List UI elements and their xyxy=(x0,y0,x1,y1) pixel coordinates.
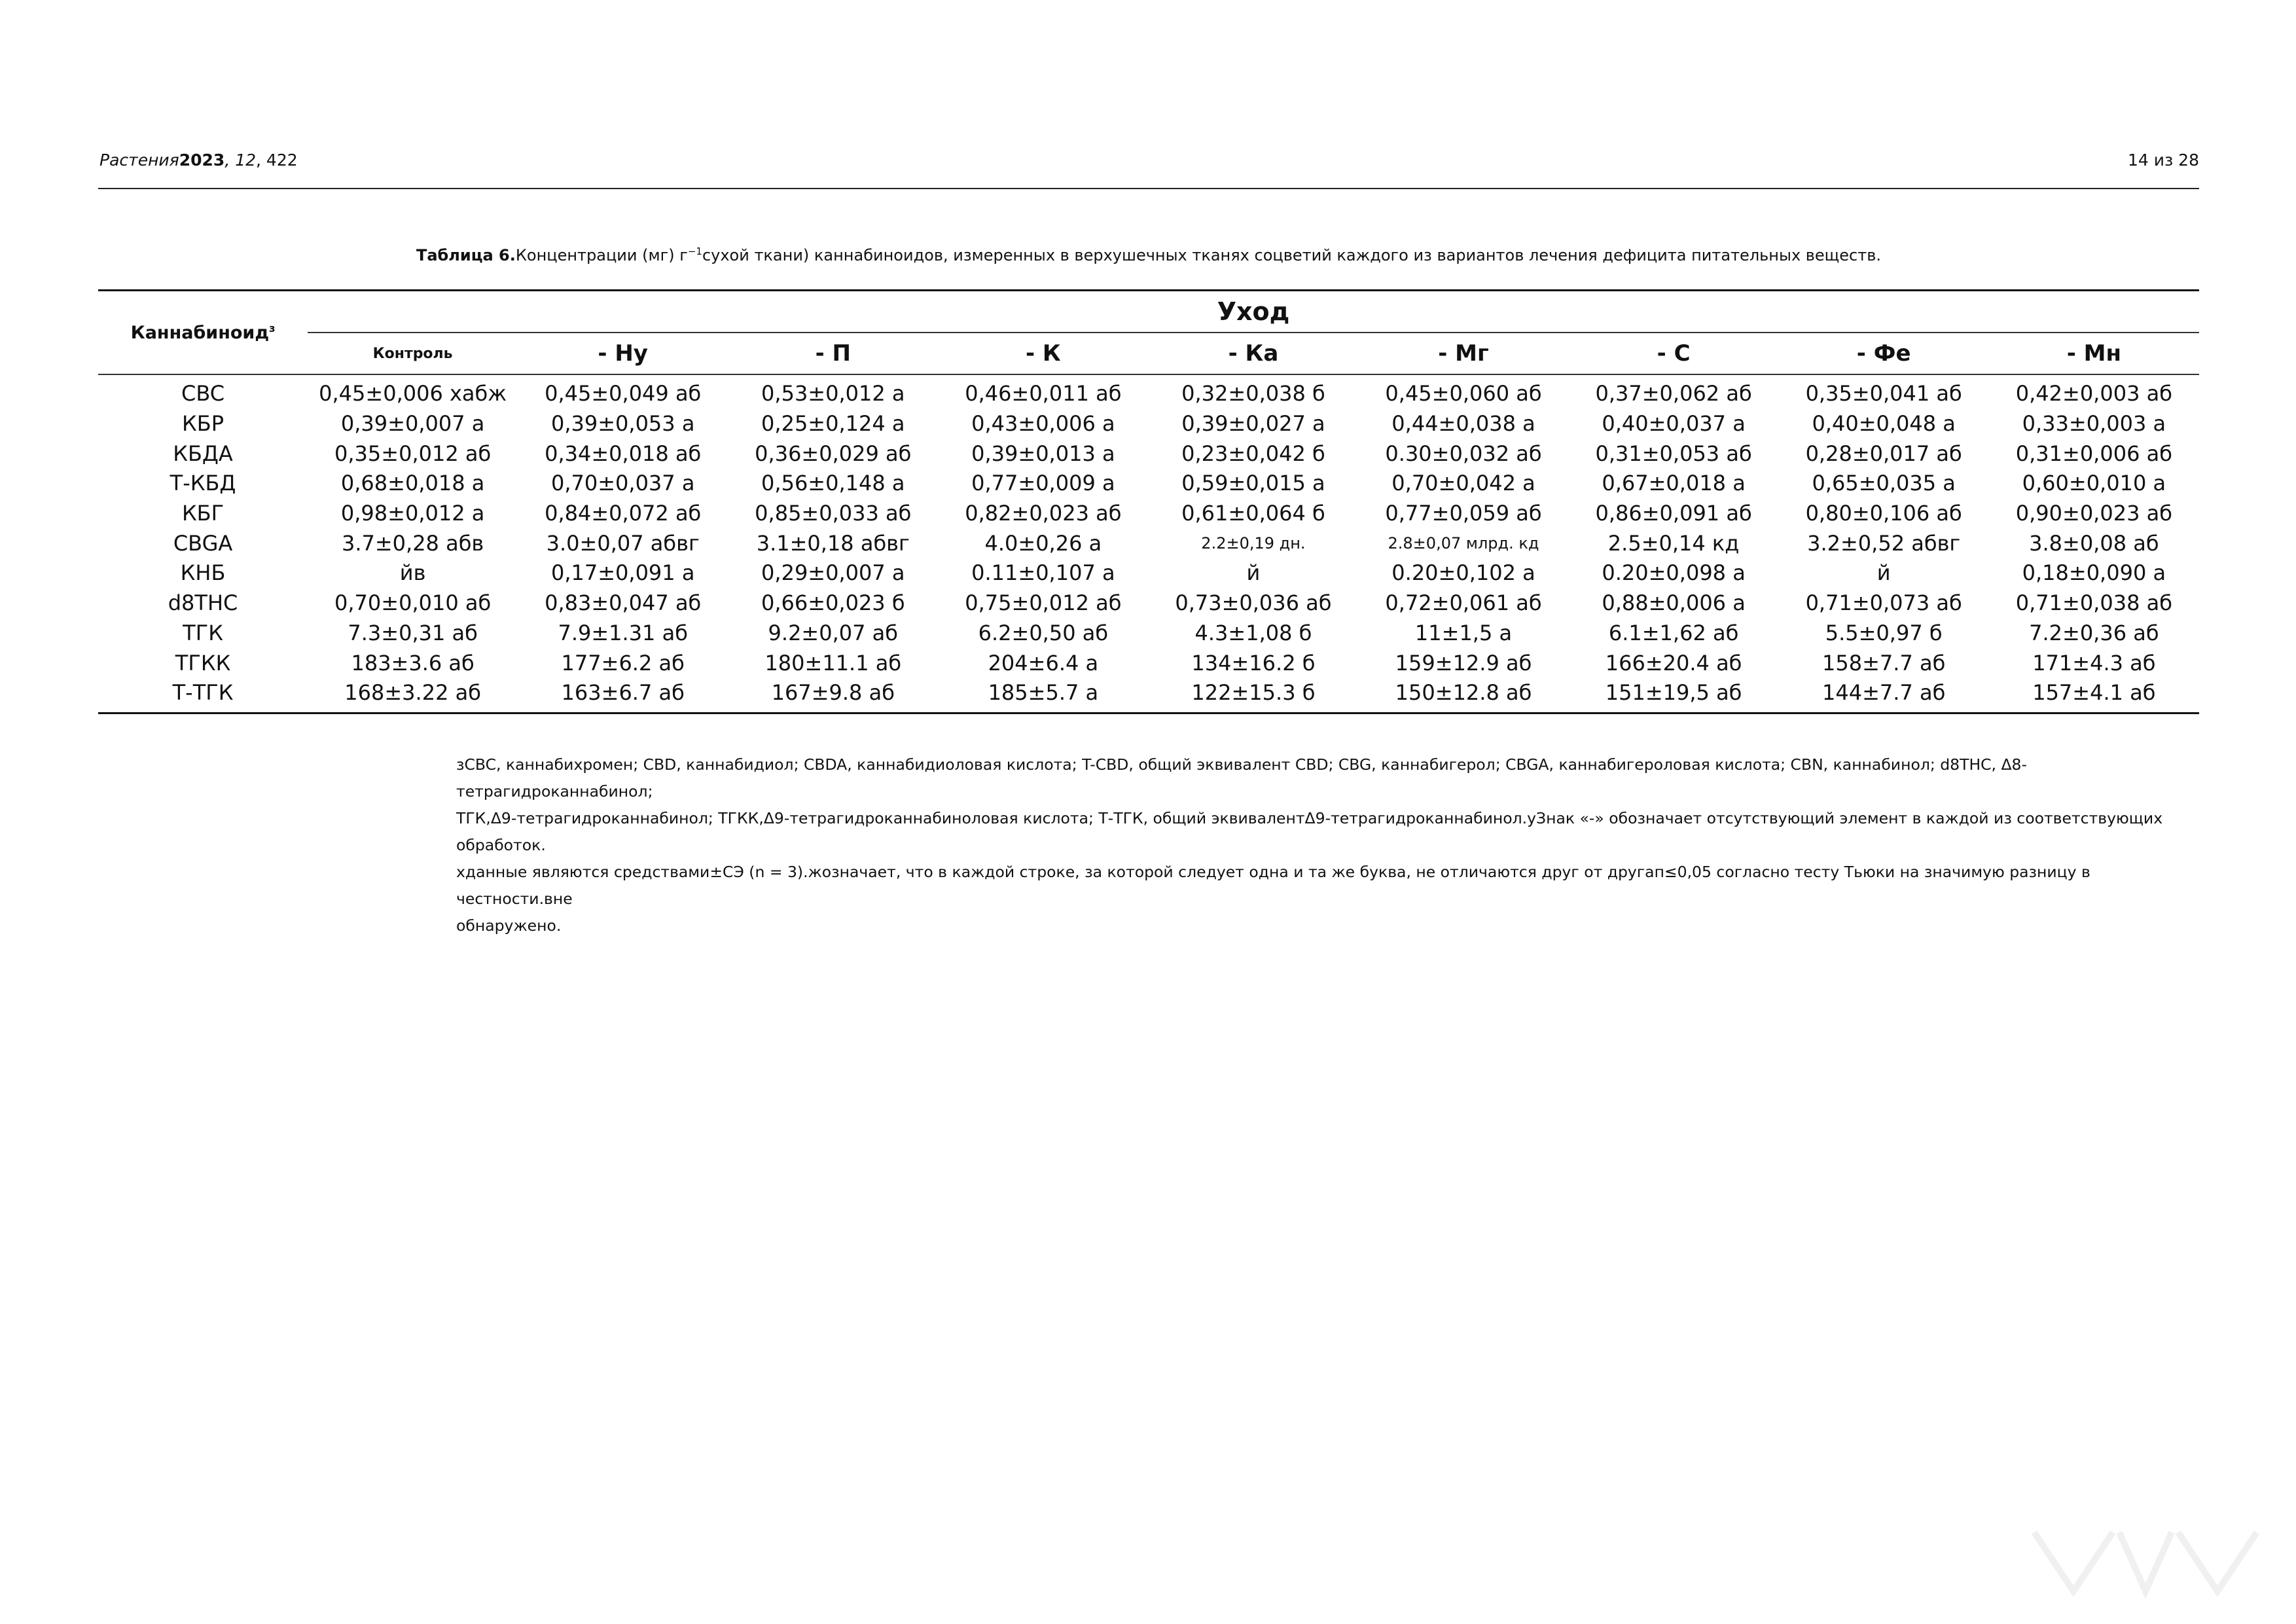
value-cell: 150±12.8 аб xyxy=(1358,678,1568,713)
value-cell: 3.8±0,08 аб xyxy=(2029,530,2159,556)
value-cell: 7.9±1.31 аб xyxy=(558,620,688,645)
value-cell: 0,36±0,029 аб xyxy=(755,441,912,466)
value-cell: 0,68±0,018 а xyxy=(340,471,485,496)
value-cell: 159±12.9 аб xyxy=(1395,650,1532,676)
value-cell: 0,84±0,072 аб xyxy=(545,501,702,526)
value-cell: й xyxy=(1876,560,1891,586)
value-cell: 0,31±0,006 аб xyxy=(2015,441,2172,466)
value-cell: 0,56±0,148 а xyxy=(761,471,905,496)
journal-name: Растения xyxy=(99,151,179,170)
value-cell: 9.2±0,07 аб xyxy=(768,620,898,645)
value-cell: 0.30±0,032 аб xyxy=(1385,441,1542,466)
treatment-group-header: Уход xyxy=(308,291,2199,333)
value-cell: 151±19,5 аб xyxy=(1569,678,1779,713)
value-cell: 0,45±0,049 аб xyxy=(545,381,702,406)
value-cell: 0,37±0,062 аб xyxy=(1595,381,1752,406)
table-row xyxy=(98,469,2199,499)
value-cell: 0,82±0,023 аб xyxy=(965,501,1122,526)
value-cell: 6.2±0,50 аб xyxy=(978,620,1109,645)
value-cell: йв xyxy=(399,560,426,586)
column-header-minus-fe: - Фе xyxy=(1779,333,1989,374)
value-cell: 144±7.7 аб xyxy=(1779,678,1989,713)
watermark-logo xyxy=(2021,1519,2270,1604)
table-caption-text-b: сухой ткани) каннабиноидов, измеренных в верхушечных тканях соцветий каждого из вариантов лечения дефицита питательных веществ. xyxy=(702,246,1882,264)
value-cell: 0,65±0,035 а xyxy=(1812,471,1956,496)
value-cell: 185±5.7 а xyxy=(938,678,1148,713)
column-header-minus-n: - Ну xyxy=(518,333,728,374)
value-cell: 7.2±0,36 аб xyxy=(2029,620,2159,645)
value-cell: 0,31±0,053 аб xyxy=(1595,441,1752,466)
page-number: 14 из 28 xyxy=(2127,151,2199,170)
value-cell: 158±7.7 аб xyxy=(1822,650,1946,676)
value-cell: 7.3±0,31 аб xyxy=(348,620,478,645)
value-cell: 0.11±0,107 а xyxy=(971,560,1115,586)
value-cell: 0,53±0,012 а xyxy=(761,381,905,406)
value-cell: 0,75±0,012 аб xyxy=(965,590,1122,616)
table-caption xyxy=(98,245,2199,265)
value-cell: 0,33±0,003 а xyxy=(2022,411,2166,437)
value-cell: й xyxy=(1246,560,1261,586)
value-cell: 4.0±0,26 а xyxy=(984,530,1102,556)
value-cell: 166±20.4 аб xyxy=(1605,650,1742,676)
value-cell: 183±3.6 аб xyxy=(351,650,475,676)
value-cell: 0,60±0,010 а xyxy=(2022,471,2166,496)
article-number: , 422 xyxy=(256,151,298,170)
value-cell: 11±1,5 а xyxy=(1414,620,1513,645)
value-cell: 0,85±0,033 аб xyxy=(755,501,912,526)
value-cell: 0,39±0,007 а xyxy=(340,411,485,437)
value-cell: 0,44±0,038 а xyxy=(1391,411,1535,437)
table-row xyxy=(98,588,2199,619)
cannabinoid-name-cell: ТГК xyxy=(183,620,223,645)
value-cell: 2.8±0,07 млрд. кд xyxy=(1388,533,1539,552)
table-row xyxy=(98,558,2199,588)
value-cell: 0,39±0,027 а xyxy=(1181,411,1325,437)
table-caption-label: Таблица 6. xyxy=(416,246,516,264)
value-cell: 0,23±0,042 б xyxy=(1181,441,1325,466)
value-cell: 122±15.3 б xyxy=(1148,678,1358,713)
value-cell: 0,39±0,013 а xyxy=(971,441,1115,466)
cannabinoid-name-cell: КБГ xyxy=(181,501,224,526)
column-header-minus-s: - С xyxy=(1569,333,1779,374)
value-cell: 180±11.1 аб xyxy=(764,650,902,676)
value-cell: 0,88±0,006 а xyxy=(1602,590,1746,616)
value-cell: 0,70±0,010 аб xyxy=(334,590,492,616)
value-cell: 0,45±0,006 хабж xyxy=(319,381,507,406)
value-cell: 0,71±0,073 аб xyxy=(1805,590,1962,616)
table-row xyxy=(98,499,2199,529)
column-header-minus-mn: - Мн xyxy=(1989,333,2199,374)
value-cell: 0,25±0,124 а xyxy=(761,411,905,437)
value-cell: 2.2±0,19 дн. xyxy=(1201,533,1306,552)
value-cell: 0,73±0,036 аб xyxy=(1175,590,1332,616)
cannabinoid-name-cell: CBGA xyxy=(173,530,233,556)
table-caption-text-a: Концентрации (мг) г xyxy=(515,246,688,264)
cannabinoid-name-cell: d8THC xyxy=(168,590,238,616)
journal-volume: , 12 xyxy=(224,151,257,170)
column-header-control: Контроль xyxy=(308,333,518,374)
value-cell: 3.2±0,52 абвг xyxy=(1807,530,1961,556)
value-cell: 0,42±0,003 аб xyxy=(2015,381,2172,406)
value-cell: 5.5±0,97 б xyxy=(1825,620,1943,645)
value-cell: 0,35±0,041 аб xyxy=(1805,381,1962,406)
value-cell: 2.5±0,14 кд xyxy=(1607,530,1740,556)
value-cell: 0,90±0,023 аб xyxy=(2015,501,2172,526)
footnote-line: зCBC, каннабихромен; CBD, каннабидиол; CBDA, каннабидиоловая кислота; T-CBD, общий эквивалент CBD; CBG, каннабигерол; CBGA, каннабигероловая кислота; CBN, каннабинол; d8THC, Δ8-тетрагидроканнабинол; xyxy=(456,755,2027,801)
value-cell: 0,61±0,064 б xyxy=(1181,501,1325,526)
column-header-minus-ca: - Ка xyxy=(1148,333,1358,374)
value-cell: 3.7±0,28 абв xyxy=(341,530,484,556)
value-cell: 0,17±0,091 а xyxy=(550,560,695,586)
table-row xyxy=(98,678,2199,713)
table-row xyxy=(98,619,2199,649)
value-cell: 4.3±1,08 б xyxy=(1194,620,1312,645)
value-cell: 0,40±0,048 а xyxy=(1812,411,1956,437)
table-row xyxy=(98,648,2199,678)
value-cell: 0,66±0,023 б xyxy=(761,590,905,616)
footnote-line: обнаружено. xyxy=(456,916,562,935)
cannabinoid-name-cell: КБДА xyxy=(173,441,233,466)
value-cell: 0,83±0,047 аб xyxy=(545,590,702,616)
value-cell: 0,18±0,090 а xyxy=(2022,560,2166,586)
value-cell: 0,98±0,012 а xyxy=(340,501,485,526)
value-cell: 0,40±0,037 а xyxy=(1602,411,1746,437)
cannabinoid-name-cell: CBC xyxy=(181,381,225,406)
value-cell: 0,39±0,053 а xyxy=(550,411,695,437)
running-header xyxy=(99,151,298,170)
value-cell: 167±9.8 аб xyxy=(728,678,938,713)
value-cell: 0,32±0,038 б xyxy=(1181,381,1325,406)
table-row xyxy=(98,409,2199,439)
cannabinoid-column-header: Каннабиноид$^з$ xyxy=(98,291,308,375)
value-cell: 0.20±0,102 а xyxy=(1391,560,1535,586)
value-cell: 204±6.4 а xyxy=(988,650,1099,676)
journal-year: 2023 xyxy=(179,151,225,170)
table-row xyxy=(98,528,2199,558)
value-cell: 3.1±0,18 абвг xyxy=(756,530,910,556)
column-header-minus-k: - К xyxy=(938,333,1148,374)
value-cell: 168±3.22 аб xyxy=(308,678,518,713)
value-cell: 171±4.3 аб xyxy=(2032,650,2156,676)
cannabinoid-name-cell: Т-ТГК xyxy=(98,678,308,713)
cannabinoid-name-cell: КНБ xyxy=(180,560,226,586)
value-cell: 0,46±0,011 аб xyxy=(965,381,1122,406)
cannabinoid-name-cell: Т-КБД xyxy=(170,471,236,496)
value-cell: 0,59±0,015 а xyxy=(1181,471,1325,496)
value-cell: 157±4.1 аб xyxy=(1989,678,2199,713)
footnote-line: хданные являются средствами±СЭ (n = 3).жозначает, что в каждой строке, за которой следует одна и та же буква, не отличаются друг от другап≤0,05 согласно тесту Тьюки на значимую разницу в честности.вне xyxy=(456,863,2090,908)
value-cell: 0,67±0,018 а xyxy=(1602,471,1746,496)
value-cell: 0,77±0,059 аб xyxy=(1385,501,1542,526)
value-cell: 0,70±0,037 а xyxy=(550,471,695,496)
cannabinoid-table xyxy=(98,289,2199,714)
footnote-line: ТГК,Δ9-тетрагидроканнабинол; ТГКК,Δ9-тетрагидроканнабиноловая кислота; Т-ТГК, общий эквивалентΔ9-тетрагидроканнабинол.уЗнак «-» обозначает отсутствующий элемент в каждой из соответствующих обработок. xyxy=(456,809,2163,854)
value-cell: 0,70±0,042 а xyxy=(1391,471,1535,496)
value-cell: 0,28±0,017 аб xyxy=(1805,441,1962,466)
value-cell: 177±6.2 аб xyxy=(561,650,685,676)
value-cell: 0,77±0,009 а xyxy=(971,471,1115,496)
value-cell: 3.0±0,07 абвг xyxy=(546,530,700,556)
value-cell: 134±16.2 б xyxy=(1191,650,1316,676)
value-cell: 0,71±0,038 аб xyxy=(2015,590,2172,616)
table-caption-sup: −1 xyxy=(687,245,702,257)
value-cell: 6.1±1,62 аб xyxy=(1608,620,1739,645)
value-cell: 163±6.7 аб xyxy=(518,678,728,713)
value-cell: 0.20±0,098 а xyxy=(1602,560,1746,586)
value-cell: 0,35±0,012 аб xyxy=(334,441,492,466)
column-header-minus-p: - П xyxy=(728,333,938,374)
value-cell: 0,43±0,006 а xyxy=(971,411,1115,437)
table-footnotes xyxy=(456,751,2210,939)
value-cell: 0,86±0,091 аб xyxy=(1595,501,1752,526)
header-divider xyxy=(98,188,2199,189)
value-cell: 0,29±0,007 а xyxy=(761,560,905,586)
value-cell: 0,45±0,060 аб xyxy=(1385,381,1542,406)
table-row xyxy=(98,374,2199,409)
value-cell: 0,80±0,106 аб xyxy=(1805,501,1962,526)
cannabinoid-name-cell: ТГКК xyxy=(175,650,231,676)
value-cell: 0,34±0,018 аб xyxy=(545,441,702,466)
column-header-minus-mg: - Мг xyxy=(1358,333,1568,374)
table-row xyxy=(98,439,2199,469)
value-cell: 0,72±0,061 аб xyxy=(1385,590,1542,616)
cannabinoid-name-cell: КБР xyxy=(182,411,224,437)
